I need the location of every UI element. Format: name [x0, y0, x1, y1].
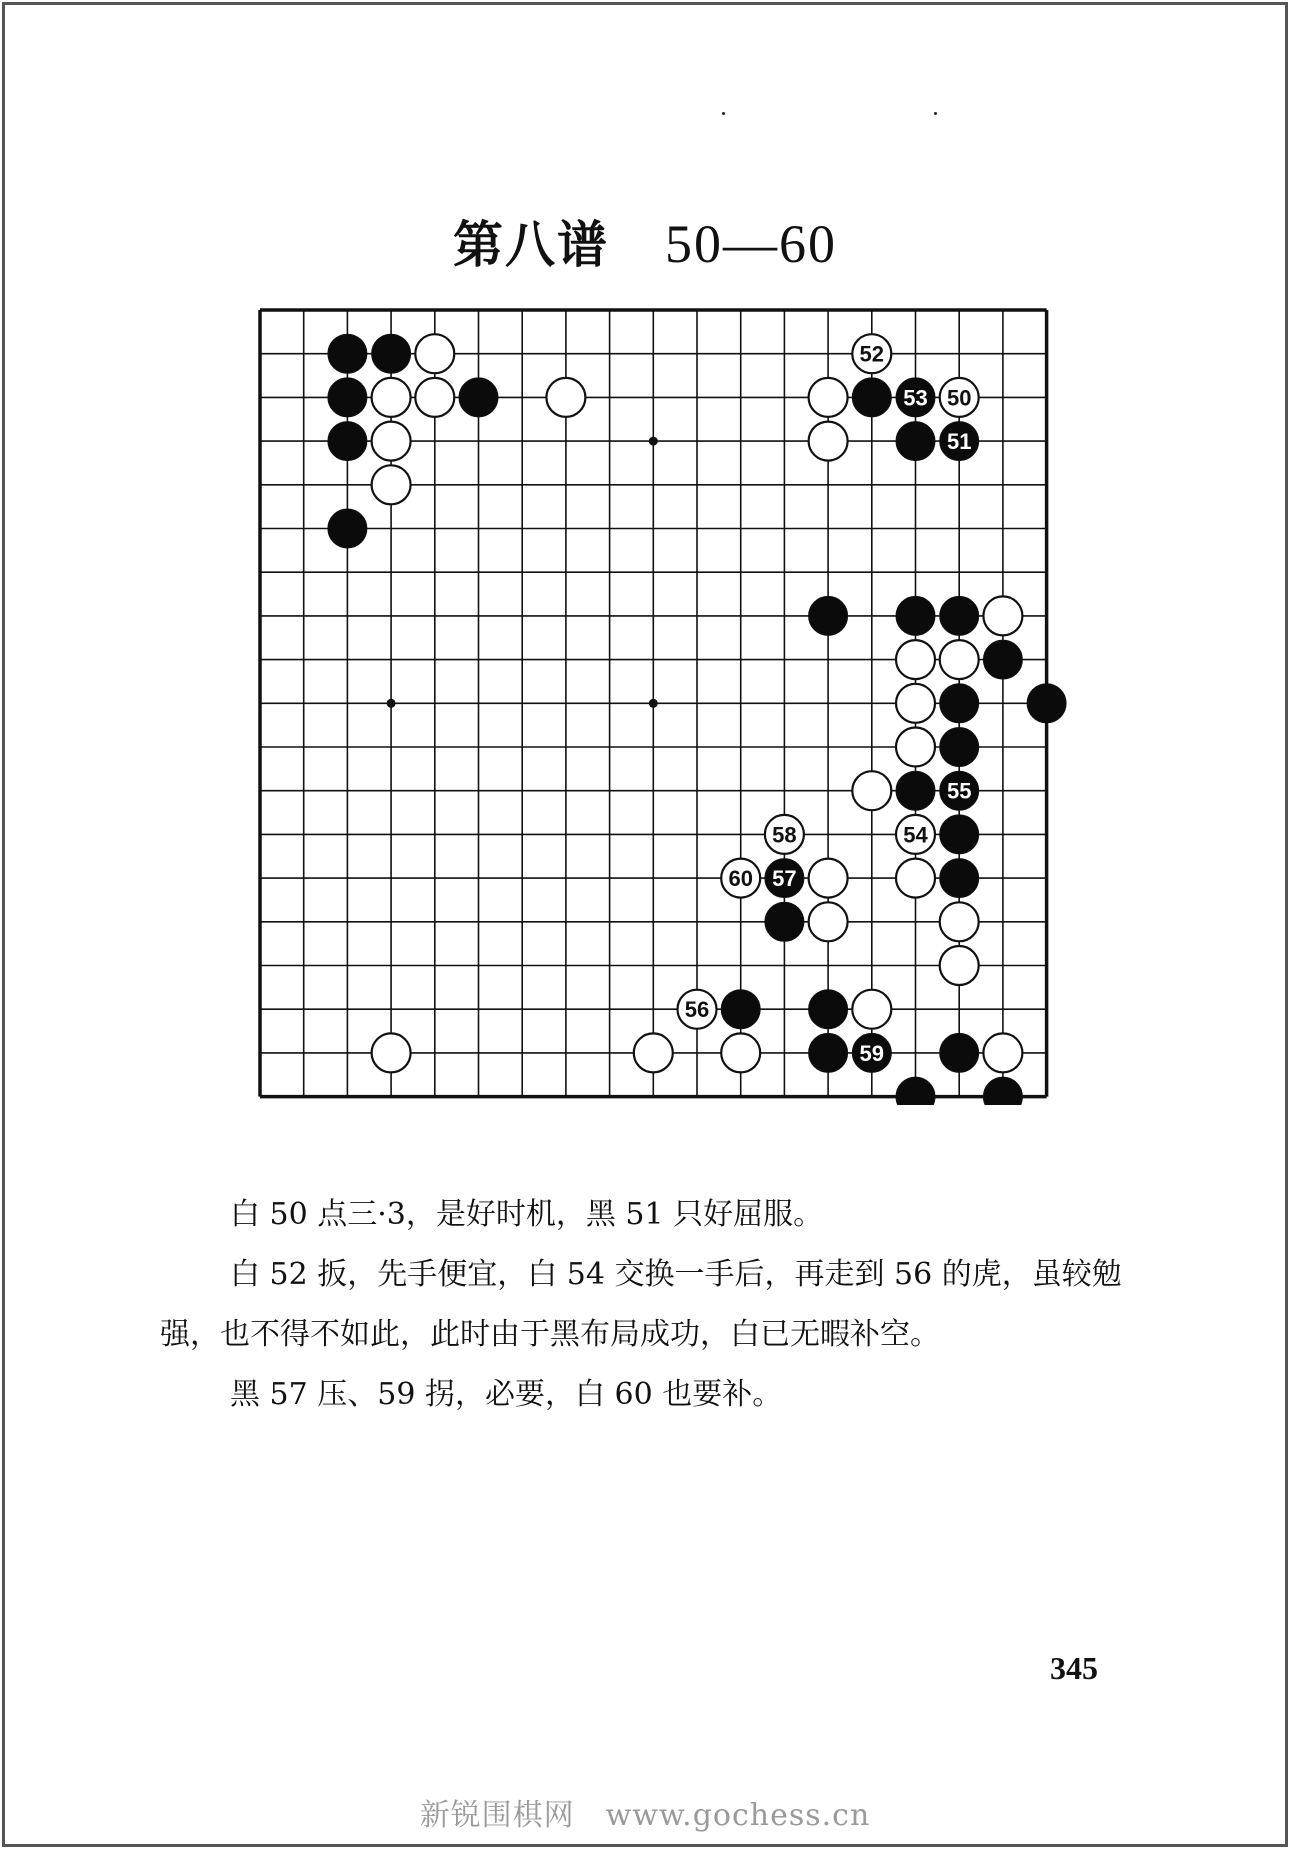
black-stone: [328, 422, 367, 461]
star-point: [649, 699, 658, 708]
diagram-title: [0, 205, 1290, 277]
white-stone: [372, 1033, 411, 1072]
white-stone: [940, 640, 979, 679]
watermark-footer: 新锐围棋网 www.gochess.cn: [419, 1798, 871, 1833]
black-stone: [896, 1077, 935, 1105]
black-stone: [896, 771, 935, 810]
white-stone: [546, 378, 585, 417]
black-stone: [765, 902, 804, 941]
stone-number-label: 50: [946, 385, 972, 411]
black-stone: [328, 378, 367, 417]
white-stone: [940, 946, 979, 985]
white-stone: [940, 902, 979, 941]
stone-number-label: 58: [772, 822, 797, 848]
white-stone: [372, 378, 411, 417]
stone-number-label: 55: [946, 778, 972, 804]
white-stone: [721, 1033, 760, 1072]
white-stone: [809, 422, 848, 461]
white-stone: [809, 378, 848, 417]
black-stone: [983, 640, 1022, 679]
white-stone: [896, 728, 935, 767]
stone-number-label: 54: [903, 822, 928, 848]
page-number: 345: [1050, 1650, 1098, 1686]
black-stone: [940, 859, 979, 898]
diagram-title-prefix: 第八谱: [453, 215, 609, 274]
black-stone: [809, 990, 848, 1029]
black-stone: [940, 596, 979, 635]
black-stone: [940, 728, 979, 767]
white-stone: [372, 465, 411, 504]
black-stone: [852, 378, 891, 417]
black-stone: [328, 509, 367, 548]
commentary: [160, 1185, 1160, 1425]
stone-number-label: 53: [903, 385, 928, 411]
black-stone: [896, 422, 935, 461]
black-stone: [983, 1077, 1022, 1105]
black-stone: [459, 378, 498, 417]
black-stone: [809, 596, 848, 635]
white-stone: [809, 902, 848, 941]
go-board: [250, 305, 1070, 1105]
stone-number-label: 57: [772, 866, 797, 892]
black-stone: [809, 1033, 848, 1072]
stone-number-label: 59: [859, 1040, 885, 1066]
white-stone: [852, 990, 891, 1029]
black-stone: [372, 334, 411, 373]
white-stone: [983, 596, 1022, 635]
white-stone: [852, 771, 891, 810]
go-board-diagram: [250, 305, 1070, 1105]
black-stone: [1027, 684, 1066, 723]
commentary-paragraph-2: 白 52 扳，先手便宜，白 54 交换一手后，再走到 56 的虎，虽较勉强，也不得不如此，此时由于黑布局成功，白已无暇补空。: [160, 1257, 1122, 1352]
white-stone: [896, 640, 935, 679]
stone-number-label: 52: [859, 341, 885, 367]
white-stone: [983, 1033, 1022, 1072]
black-stone: [721, 990, 760, 1029]
black-stone: [940, 815, 979, 854]
commentary-paragraph-1: 白 50 点三·3，是好时机，黑 51 只好屈服。: [230, 1197, 824, 1232]
white-stone: [415, 334, 454, 373]
stone-number-label: 60: [728, 866, 753, 892]
white-stone: [896, 859, 935, 898]
commentary-paragraph-3: 黑 57 压、59 拐，必要，白 60 也要补。: [230, 1377, 783, 1412]
star-point: [387, 699, 396, 708]
white-stone: [415, 378, 454, 417]
black-stone: [896, 596, 935, 635]
stone-number-label: 56: [684, 997, 710, 1023]
white-stone: [372, 422, 411, 461]
diagram-move-range: 50—60: [665, 214, 837, 274]
black-stone: [328, 334, 367, 373]
white-stone: [809, 859, 848, 898]
white-stone: [634, 1033, 673, 1072]
black-stone: [940, 684, 979, 723]
star-point: [649, 437, 658, 446]
white-stone: [896, 684, 935, 723]
black-stone: [940, 1033, 979, 1072]
stone-number-label: 51: [946, 429, 972, 455]
